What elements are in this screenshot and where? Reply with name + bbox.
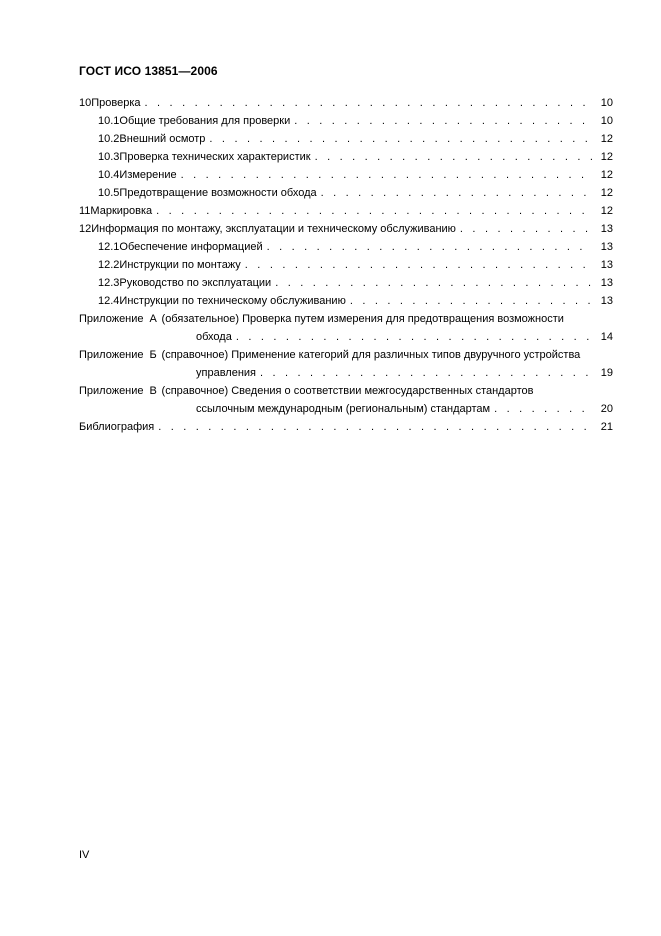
toc-number: 12.2 <box>98 259 120 271</box>
dot-leader <box>158 418 593 436</box>
toc-page: 21 <box>600 421 613 433</box>
toc-number: 10.3 <box>98 151 120 163</box>
dot-leader <box>145 94 593 112</box>
toc-entry-10-2[interactable] <box>98 130 613 148</box>
toc-entry-12-3[interactable] <box>98 274 613 292</box>
appendix-label: Приложение В <box>79 382 162 400</box>
toc-number: 10.5 <box>98 187 120 199</box>
table-of-contents <box>79 94 613 436</box>
toc-title: Библиография <box>79 421 155 433</box>
toc-entry-appendix-v[interactable] <box>79 382 613 418</box>
appendix-letter: В <box>149 385 157 397</box>
toc-entry-10-1[interactable] <box>98 112 613 130</box>
toc-title: Внешний осмотр <box>119 133 206 145</box>
toc-page: 13 <box>600 223 613 235</box>
toc-number: 10 <box>79 97 92 109</box>
toc-title: Инструкции по монтажу <box>119 259 241 271</box>
toc-entry-10-3[interactable] <box>98 148 613 166</box>
toc-entry-12-4[interactable] <box>98 292 613 310</box>
dot-leader <box>294 112 593 130</box>
dot-leader <box>181 166 593 184</box>
toc-title-continuation: управления <box>196 367 256 379</box>
toc-number: 12 <box>79 223 92 235</box>
dot-leader <box>494 400 593 418</box>
toc-page: 20 <box>600 403 613 415</box>
toc-entry-appendix-a[interactable] <box>79 310 613 346</box>
dot-leader <box>267 238 593 256</box>
toc-number: 12.4 <box>98 295 120 307</box>
toc-page: 12 <box>600 205 613 217</box>
toc-entry-10-4[interactable] <box>98 166 613 184</box>
toc-entry-bibliography[interactable] <box>79 418 613 436</box>
toc-title: (обязательное) Проверка путем измерения для предотвращения возможности <box>161 313 564 325</box>
toc-page: 12 <box>600 133 613 145</box>
appendix-label: Приложение Б <box>79 346 162 364</box>
toc-title: Проверка технических характеристик <box>119 151 311 163</box>
toc-page: 12 <box>600 187 613 199</box>
appendix-label: Приложение А <box>79 310 162 328</box>
dot-leader <box>321 184 593 202</box>
dot-leader <box>315 148 593 166</box>
toc-entry-12-2[interactable] <box>98 256 613 274</box>
toc-title: Обеспечение информацией <box>119 241 263 253</box>
toc-number: 11 <box>79 205 91 217</box>
dot-leader <box>236 328 593 346</box>
toc-page: 19 <box>600 367 613 379</box>
toc-entry-10-5[interactable] <box>98 184 613 202</box>
dot-leader <box>260 364 593 382</box>
toc-number: 10.4 <box>98 169 120 181</box>
toc-title: (справочное) Применение категорий для различных типов двуручного устройства <box>161 349 581 361</box>
toc-page: 13 <box>600 259 613 271</box>
toc-entry-12-1[interactable] <box>98 238 613 256</box>
dot-leader <box>209 130 593 148</box>
toc-title: Информация по монтажу, эксплуатации и техническому обслуживанию <box>91 223 456 235</box>
toc-title: Проверка <box>91 97 141 109</box>
dot-leader <box>245 256 593 274</box>
toc-page: 14 <box>600 331 613 343</box>
appendix-letter: Б <box>149 349 157 361</box>
toc-title: Маркировка <box>90 205 153 217</box>
dot-leader <box>275 274 593 292</box>
toc-page: 10 <box>600 115 613 127</box>
toc-title-continuation: ссылочным международным (региональным) стандартам <box>196 403 491 415</box>
toc-title: Предотвращение возможности обхода <box>119 187 317 199</box>
toc-entry-10[interactable] <box>79 94 613 112</box>
toc-number: 10.2 <box>98 133 120 145</box>
toc-page: 13 <box>600 241 613 253</box>
toc-title: Инструкции по техническому обслуживанию <box>119 295 346 307</box>
toc-title-continuation: обхода <box>196 331 232 343</box>
toc-title: (справочное) Сведения о соответствии межгосударственных стандартов <box>161 385 534 397</box>
appendix-letter: А <box>149 313 157 325</box>
dot-leader <box>156 202 593 220</box>
dot-leader <box>460 220 593 238</box>
toc-page: 10 <box>600 97 613 109</box>
document-header: ГОСТ ИСО 13851—2006 <box>79 64 218 78</box>
toc-entry-12[interactable] <box>79 220 613 238</box>
toc-entry-appendix-b[interactable] <box>79 346 613 382</box>
toc-page: 12 <box>600 151 613 163</box>
dot-leader <box>350 292 593 310</box>
toc-title: Руководство по эксплуатации <box>119 277 272 289</box>
toc-page: 12 <box>600 169 613 181</box>
toc-page: 13 <box>600 277 613 289</box>
toc-title: Измерение <box>119 169 177 181</box>
toc-number: 10.1 <box>98 115 120 127</box>
toc-number: 12.1 <box>98 241 120 253</box>
toc-number: 12.3 <box>98 277 120 289</box>
toc-entry-11[interactable] <box>79 202 613 220</box>
toc-title: Общие требования для проверки <box>119 115 291 127</box>
page-number-footer: IV <box>79 849 90 861</box>
toc-page: 13 <box>600 295 613 307</box>
